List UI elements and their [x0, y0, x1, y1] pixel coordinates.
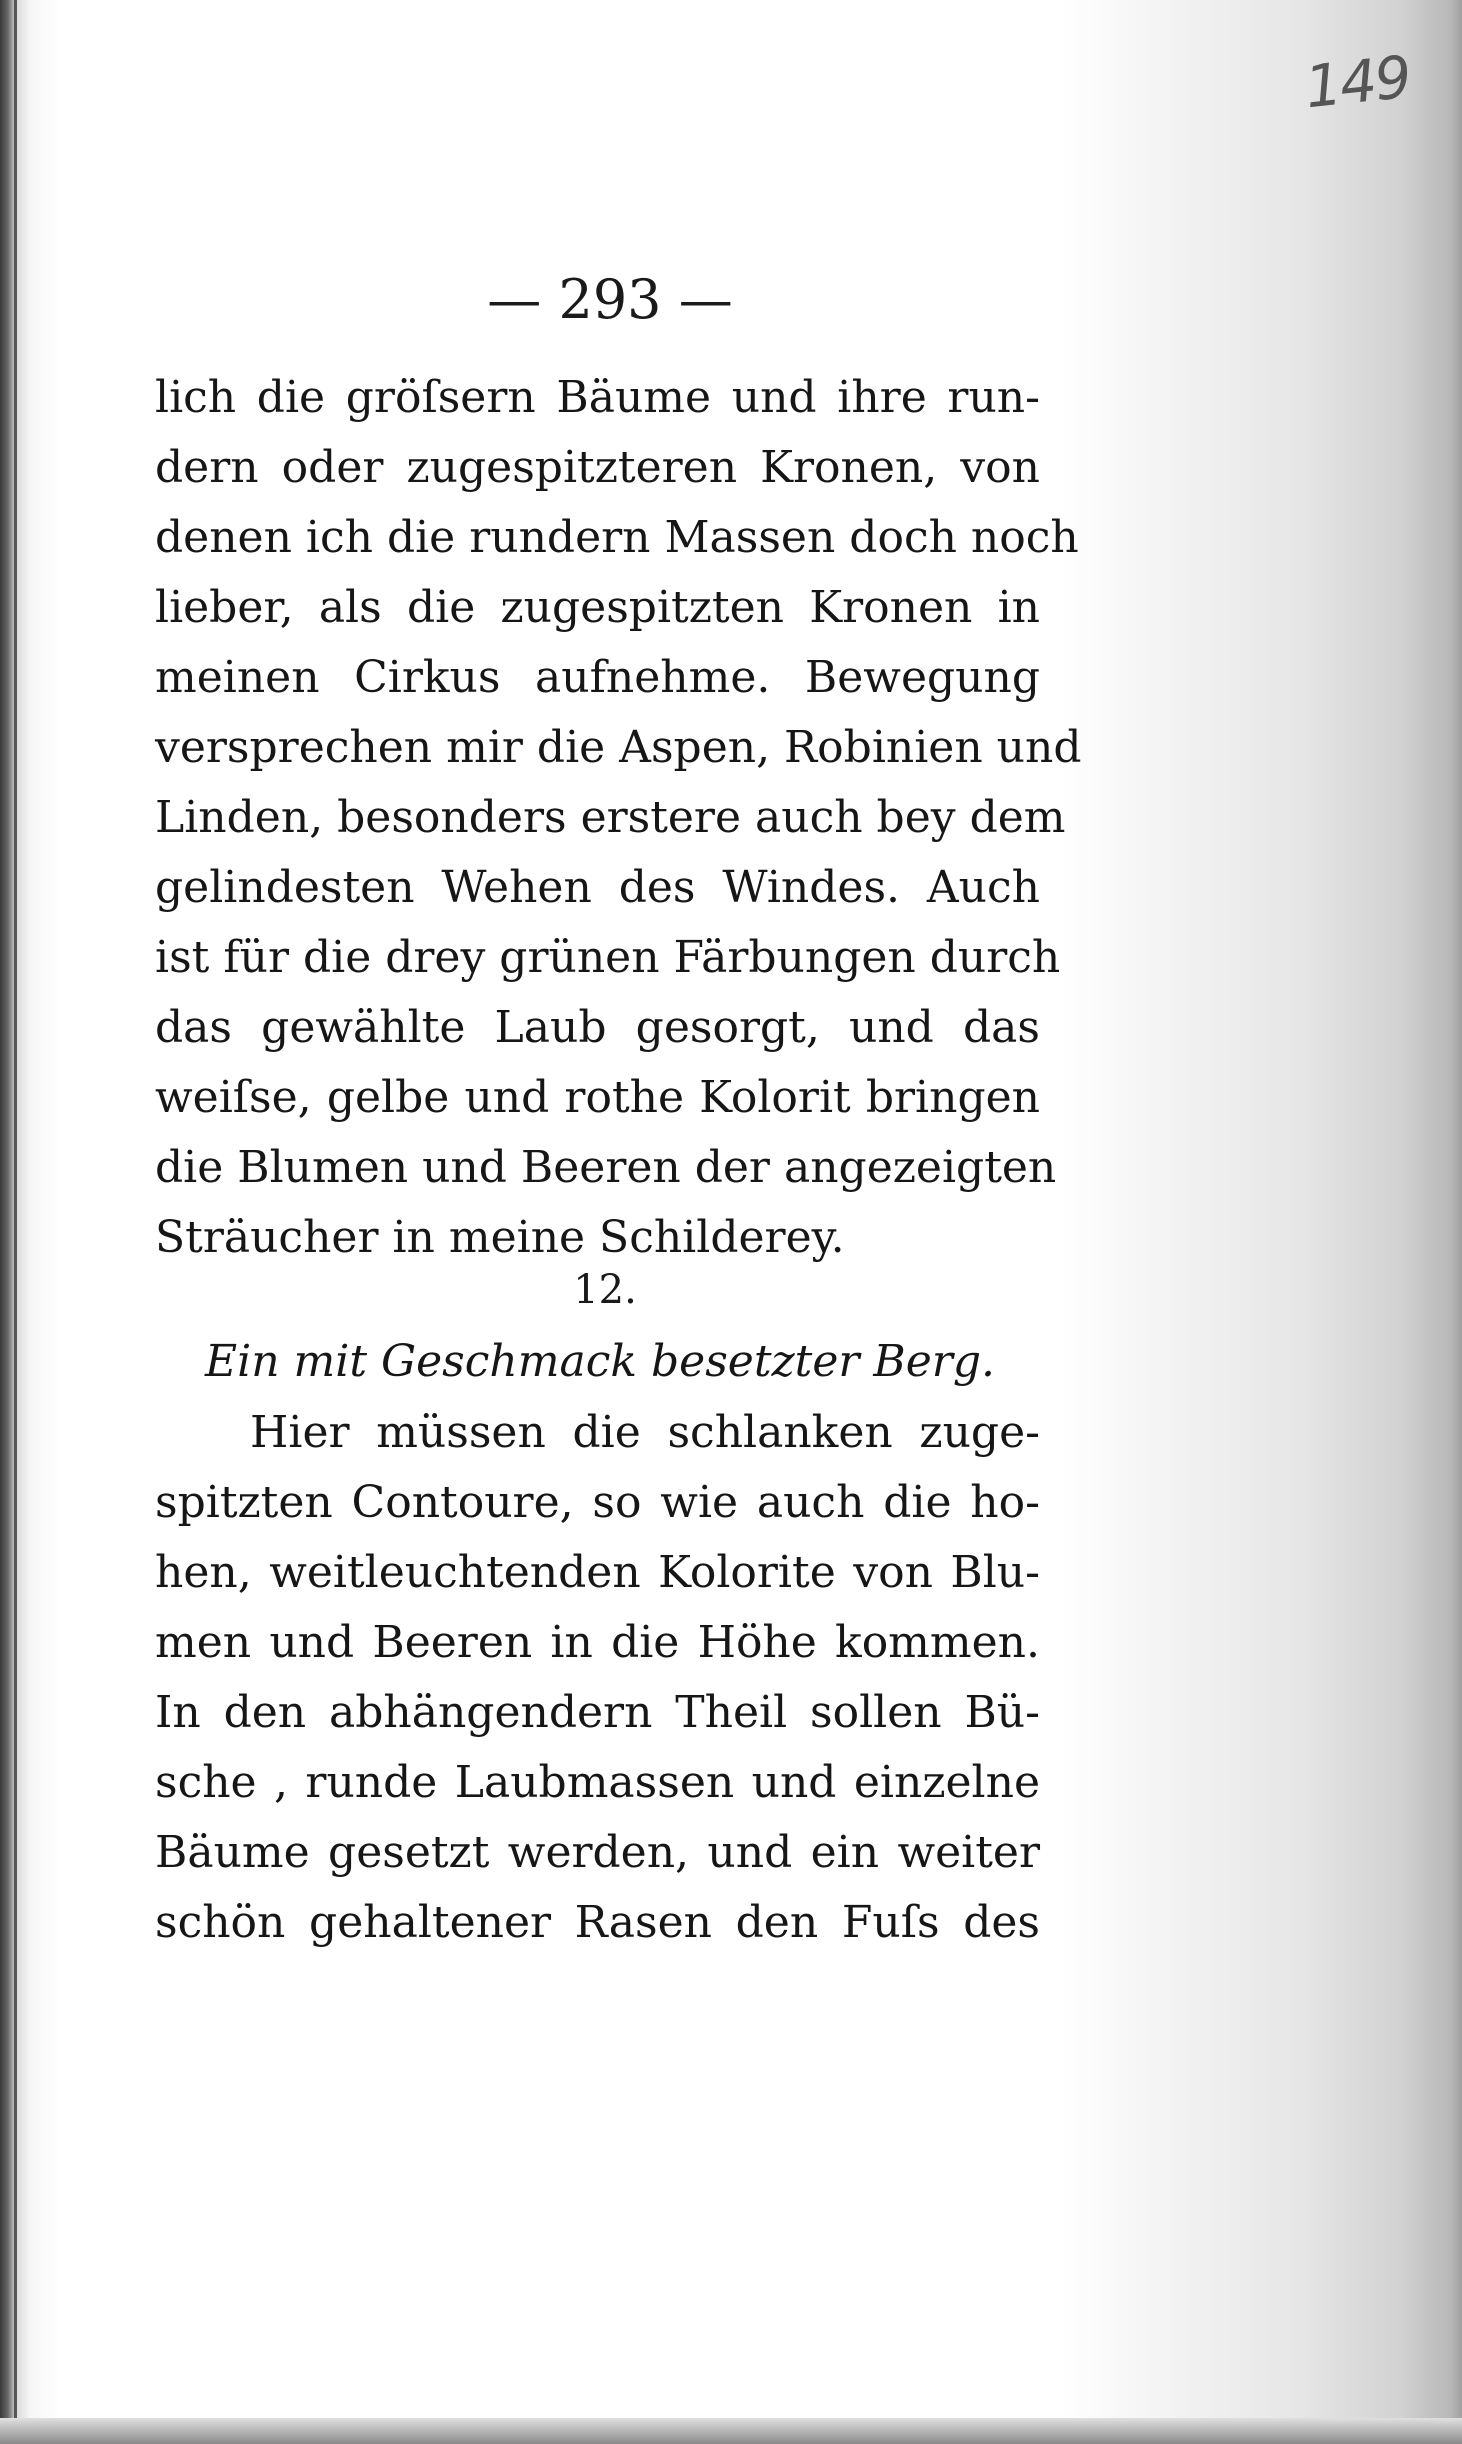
section-title: Ein mit Geschmack besetzter Berg. — [205, 1336, 995, 1387]
text-line: meinen Cirkus aufnehme. Bewegung — [155, 652, 1040, 703]
text-line: Sträucher in meine Schilderey. — [155, 1212, 845, 1263]
text-line: das gewählte Laub gesorgt, und das — [155, 1002, 1040, 1053]
text-line: Bäume gesetzt werden, und ein weiter — [155, 1827, 1040, 1878]
text-line: Hier müssen die schlanken zuge- — [250, 1407, 1040, 1458]
text-line: dern oder zugespitzteren Kronen, von — [155, 442, 1040, 493]
text-line: sche , runde Laubmassen und einzelne — [155, 1757, 1040, 1808]
text-line: men und Beeren in die Höhe kommen. — [155, 1617, 1040, 1668]
text-line: die Blumen und Beeren der angezeigten — [155, 1142, 1057, 1193]
text-line: In den abhängendern Theil sollen Bü- — [155, 1687, 1040, 1738]
text-line: Linden, besonders erstere auch bey dem — [155, 792, 1066, 843]
section-number: 12. — [573, 1267, 637, 1313]
text-line: versprechen mir die Aspen, Robinien und — [155, 722, 1082, 773]
text-line: denen ich die rundern Massen doch noch — [155, 512, 1079, 563]
text-line: gelindesten Wehen des Windes. Auch — [155, 862, 1040, 913]
handwritten-folio-number: 149 — [1301, 42, 1413, 122]
text-line: spitzten Contoure, so wie auch die ho- — [155, 1477, 1040, 1528]
text-line: weiſse, gelbe und rothe Kolorit bringen — [155, 1072, 1040, 1123]
text-line: lieber, als die zugespitzten Kronen in — [155, 582, 1040, 633]
page-number-header: — 293 — — [487, 268, 733, 331]
text-line: schön gehaltener Rasen den Fuſs des — [155, 1897, 1040, 1948]
text-line: ist für die drey grünen Färbungen durch — [155, 932, 1061, 983]
text-line: hen, weitleuchtenden Kolorite von Blu- — [155, 1547, 1040, 1598]
text-line: lich die gröſsern Bäume und ihre run- — [155, 372, 1040, 423]
